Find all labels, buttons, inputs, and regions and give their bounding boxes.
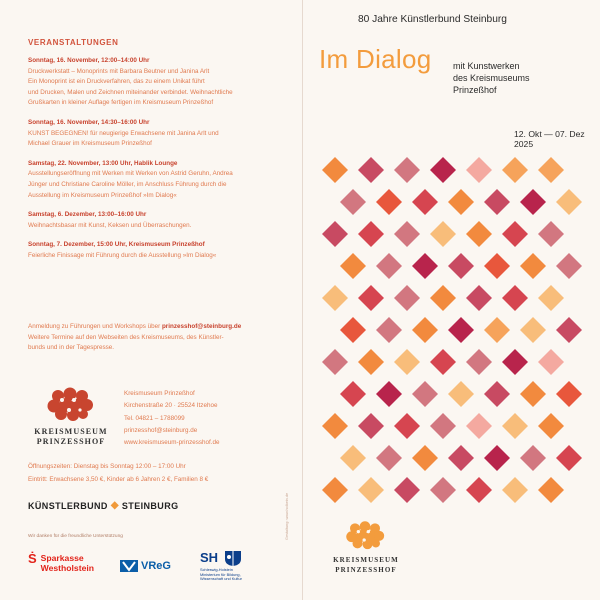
mosaic-diamond [520,189,546,215]
event-line: und Drucken, Malen und Zeichnen miteinander verbindet. Weihnachtliche [28,88,233,96]
mosaic-diamond [358,221,384,247]
mosaic-diamond [376,189,402,215]
address-website-link[interactable]: www.kreismuseum-prinzesshof.de [124,439,220,447]
event-head: Samstag, 6. Dezember, 13:00–16:00 Uhr [28,211,147,219]
museum-logo-right [321,520,411,575]
mosaic-diamond [358,157,384,183]
event-line: Jünger und Christiane Caroline Möller, im Anschluss Führung durch die [28,180,227,188]
event-line: Michael Grauer im Kreismuseum Prinzeßhof [28,140,152,148]
mosaic-diamond [502,221,528,247]
event-head: Sonntag, 7. Dezember, 15:00 Uhr, Kreismuseum Prinzeßhof [28,241,205,249]
events-list [28,56,290,271]
event-item [28,56,290,109]
mosaic-diamond [556,445,582,471]
mosaic-diamond [340,381,366,407]
event-item [28,210,290,231]
admission-line: Eintritt: Erwachsene 3,50 €, Kinder ab 6 Jahren 2 €, Familien 8 € [28,475,209,483]
mosaic-diamond [394,413,420,439]
event-line: Druckwerkstatt – Monoprints mit Barbara Beutner und Janina Arlt [28,67,210,75]
mosaic-diamond [340,253,366,279]
mosaic-diamond [430,477,456,503]
sh-crest-icon [224,550,242,566]
mosaic-diamond [358,349,384,375]
mosaic-diamond [538,477,564,503]
mosaic-diamond [394,221,420,247]
mosaic-diamond [412,189,438,215]
museum-logo-right-line1: KREISMUSEUM [333,556,399,564]
mosaic-diamond [484,317,510,343]
event-head: Samstag, 22. November, 13:00 Uhr, Hablik Lounge [28,159,178,167]
mosaic-diamond [556,381,582,407]
mosaic-diamond [358,477,384,503]
mosaic-diamond [340,189,366,215]
mosaic-diamond [412,253,438,279]
mosaic-diamond [430,157,456,183]
mosaic-diamond [466,157,492,183]
address-block [124,388,220,449]
mosaic-diamond [556,253,582,279]
mosaic-diamond [358,413,384,439]
right-panel [303,0,600,600]
mosaic-diamond [376,445,402,471]
mosaic-diamond [466,413,492,439]
address-street: Kirchenstraße 20 · 25524 Itzehoe [124,402,218,410]
vreg-text: VReG [141,560,171,572]
mosaic-diamond [466,349,492,375]
mosaic-diamond [340,445,366,471]
event-line: KUNST BEGEGNEN! für neugierige Erwachsene mit Janina Arlt und [28,129,219,137]
museum-logo-line1: KREISMUSEUM [34,427,108,436]
mosaic-diamond [502,477,528,503]
mosaic-diamond [484,189,510,215]
event-item [28,159,290,201]
vreg-logo [120,560,171,572]
museum-logo [28,386,114,447]
subtitle-line: Prinzeßhof [453,85,497,95]
design-credit: Gestaltung: www.holbein.de [285,492,289,540]
mosaic-diamond [340,317,366,343]
mosaic-diamond [484,381,510,407]
sh-ministry-logo [200,549,260,582]
mosaic-diamond [556,189,582,215]
mosaic-diamond [520,317,546,343]
mosaic-diamond [448,189,474,215]
mosaic-diamond [322,413,348,439]
mosaic-diamond [430,285,456,311]
mosaic-diamond [322,477,348,503]
mosaic-diamond [376,381,402,407]
diamond-mosaic [313,154,595,510]
mosaic-diamond [430,221,456,247]
event-line: Ein Monoprint ist ein Druckverfahren, das zu einem Unikat führt [28,78,205,86]
event-head: Sonntag, 16. November, 14:30–16:00 Uhr [28,118,150,126]
mosaic-diamond [322,157,348,183]
mosaic-diamond [538,413,564,439]
mosaic-diamond [538,349,564,375]
mosaic-diamond [538,285,564,311]
opening-hours [28,461,208,486]
mosaic-diamond [376,253,402,279]
mosaic-diamond [322,285,348,311]
mosaic-diamond [430,413,456,439]
mosaic-diamond [394,477,420,503]
sparkasse-line1: Sparkasse [40,553,84,563]
mosaic-diamond [412,317,438,343]
museum-logo-mark-icon [343,520,387,550]
event-item [28,118,290,150]
mosaic-diamond [394,285,420,311]
note-email-link[interactable]: prinzesshof@steinburg.de [161,323,242,330]
mosaic-diamond [448,381,474,407]
sh-ministry-line: Ministerium für Bildung, [200,571,241,577]
mosaic-diamond [466,477,492,503]
mosaic-diamond [484,445,510,471]
event-line: Feierliche Finissage mit Führung durch die Ausstellung »Im Dialog« [28,251,217,259]
mosaic-diamond [556,317,582,343]
mosaic-diamond [322,221,348,247]
subtitle-line: des Kreismuseums [453,73,530,83]
kb-right-text: STEINBURG [121,500,179,511]
address-email-link[interactable]: prinzesshof@steinburg.de [124,426,198,434]
mosaic-diamond [430,349,456,375]
note-line: Weitere Termine auf den Webseiten des Kreismuseums, des Künstler- [28,333,224,341]
mosaic-diamond [448,317,474,343]
exhibition-title: Im Dialog [319,44,432,74]
mosaic-diamond [358,285,384,311]
sponsor-logos [28,549,278,583]
sh-ministry-text [200,568,260,582]
sparkasse-s-icon: Ṡ [28,551,37,566]
mosaic-diamond [466,221,492,247]
mosaic-diamond [520,253,546,279]
subtitle-line: mit Kunstwerken [453,61,520,71]
sponsor-thanks: Wir danken für die freundliche Unterstützung [28,534,123,539]
sparkasse-logo [28,553,94,573]
mosaic-diamond [484,253,510,279]
note-line: bunds und in der Tagespresse. [28,344,115,352]
note-prefix: Anmeldung zu Führungen und Workshops über [28,323,162,330]
vreg-mark-icon [120,560,138,572]
mosaic-diamond [538,157,564,183]
event-line: Weihnachtsbasar mit Kunst, Keksen und Überraschungen. [28,221,192,229]
mosaic-diamond [466,285,492,311]
museum-logo-mark-icon [44,386,96,422]
sh-ministry-line: Wissenschaft und Kultur [200,576,242,582]
event-item [28,240,290,261]
kuenstlerbund-logo [28,500,179,511]
sh-text: SH [200,550,219,565]
event-line: Ausstellungseröffnung mit Werken mit Werken von Astrid Geruhn, Andrea [28,170,233,178]
address-phone: Tel. 04821 – 1788099 [124,414,185,422]
mosaic-diamond [502,349,528,375]
mosaic-diamond [538,221,564,247]
exhibition-subtitle [453,60,530,96]
mosaic-diamond [376,317,402,343]
mosaic-diamond [502,285,528,311]
section-title: VERANSTALTUNGEN [28,38,119,47]
mosaic-diamond [520,445,546,471]
museum-logo-right-line2: PRINZESSHOF [335,566,397,574]
anniversary-line: 80 Jahre Künstlerbund Steinburg [358,14,507,25]
mosaic-diamond [412,445,438,471]
sh-ministry-line: Schleswig-Holstein [200,567,233,572]
mosaic-diamond [412,381,438,407]
mosaic-diamond [448,253,474,279]
mosaic-diamond [502,157,528,183]
kb-left-text: KÜNSTLERBUND [28,500,108,511]
event-head: Sonntag, 16. November, 12:00–14:00 Uhr [28,57,150,64]
mosaic-diamond [448,445,474,471]
address-name: Kreismuseum Prinzeßhof [124,390,195,397]
mosaic-diamond [502,413,528,439]
mosaic-diamond [394,349,420,375]
mosaic-diamond [394,157,420,183]
sparkasse-line2: Westholstein [40,563,94,573]
mosaic-diamond [322,349,348,375]
event-line: Grußkarten in kleiner Auflage fertigen im Kreismuseum Prinzeßhof [28,99,214,107]
museum-logo-line2: PRINZESSHOF [36,437,106,446]
event-line: Ausstellung im Kreismuseum Prinzeßhof »Im Dialog« [28,191,177,199]
hours-line: Öffnungszeiten: Dienstag bis Sonntag 12:00 – 17:00 Uhr [28,463,186,470]
kb-star-icon: ◆ [110,500,119,511]
registration-note [28,322,290,354]
exhibition-dates: 12. Okt — 07. Dez 2025 [514,129,585,149]
mosaic-diamond [520,381,546,407]
